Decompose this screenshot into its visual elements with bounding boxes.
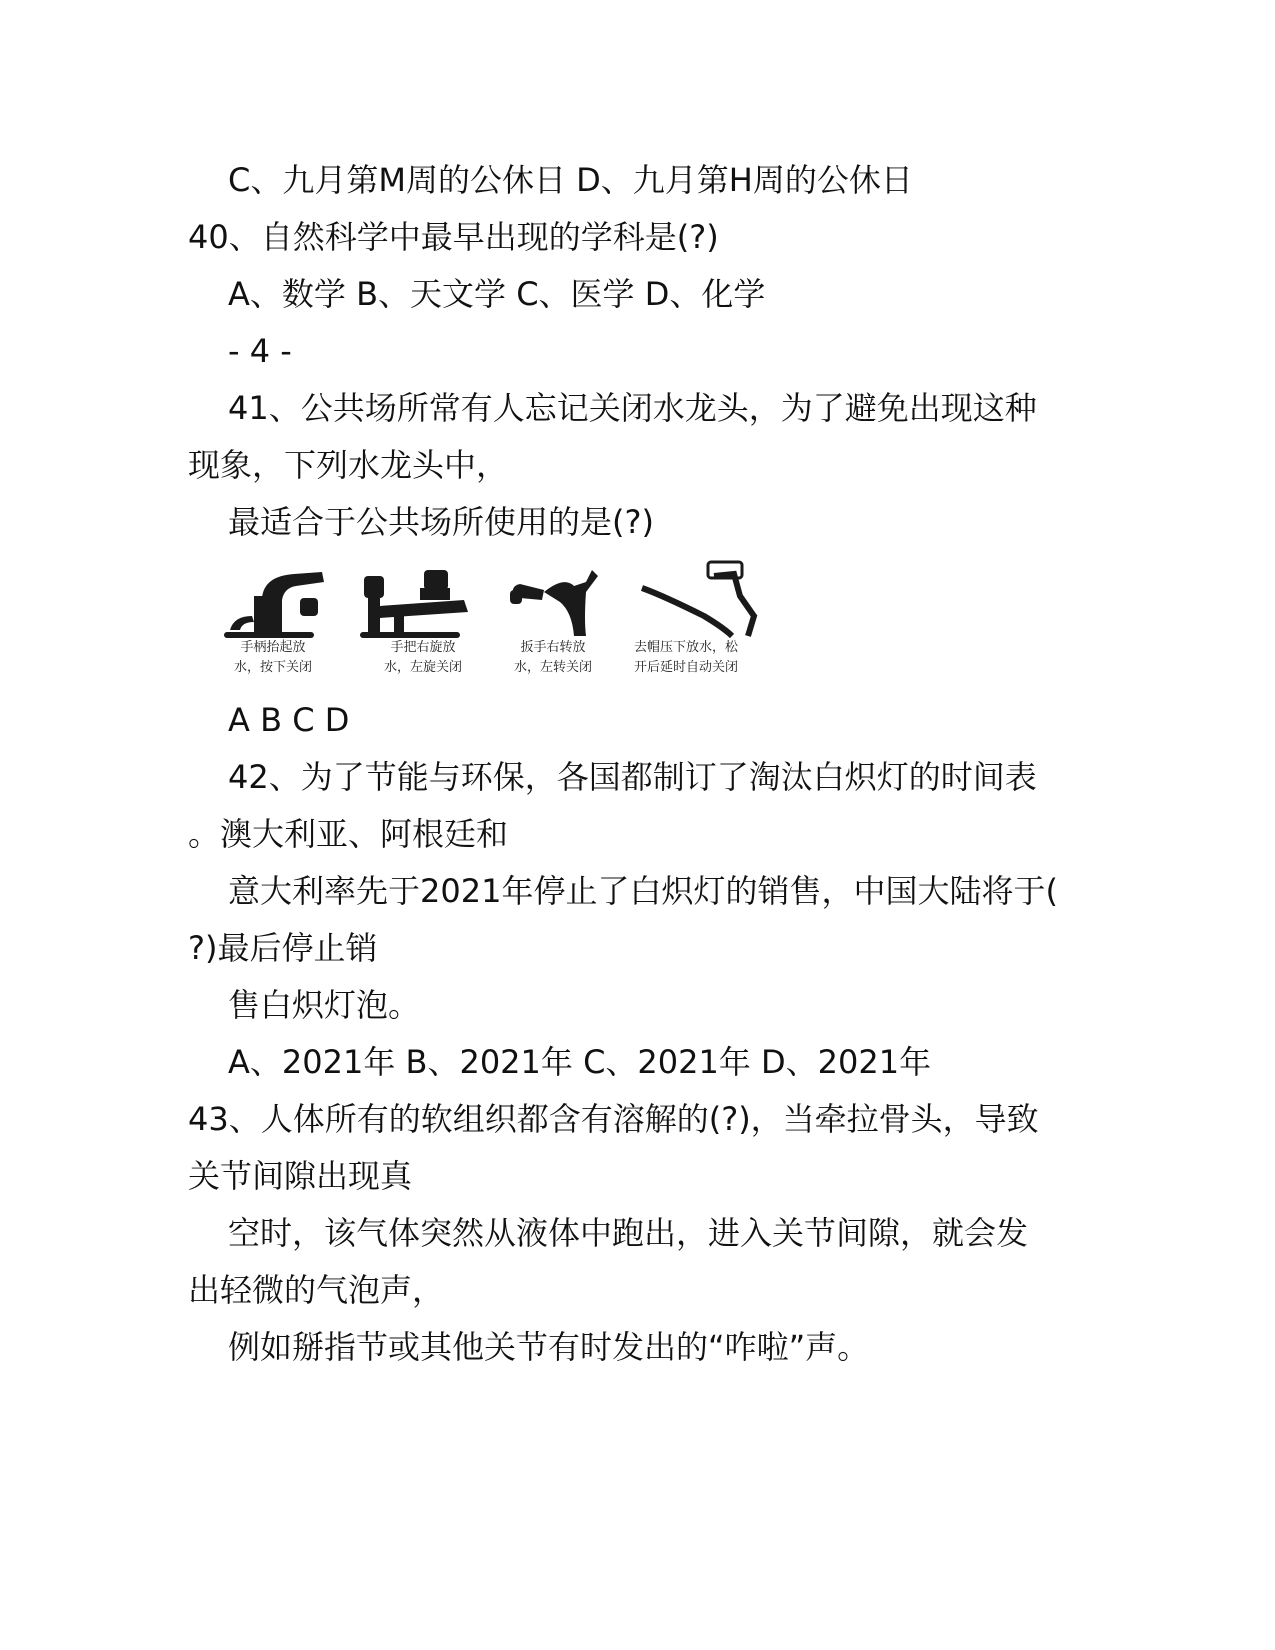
faucet-figure xyxy=(214,556,794,696)
question-41-cont2: 最适合于公共场所使用的是(?) xyxy=(228,503,654,541)
question-43: 43、人体所有的软组织都含有溶解的(?)，当牵拉骨头，导致 xyxy=(188,1100,1039,1138)
options-42: A、2021年 B、2021年 C、2021年 D、2021年 xyxy=(228,1043,932,1081)
caption-a: 手柄抬起放 水，按下关闭 xyxy=(234,640,313,675)
question-43-cont2: 空时，该气体突然从液体中跑出，进入关节间隙，就会发 xyxy=(228,1214,1029,1252)
faucet-a-image xyxy=(224,572,324,638)
caption-d: 去帽压下放水，松 开后延时自动关闭 xyxy=(634,640,739,675)
options-40: A、数学 B、天文学 C、医学 D、化学 xyxy=(228,275,766,313)
question-42-cont2: 意大利率先于2021年停止了白炽灯的销售，中国大陆将于( xyxy=(228,872,1058,910)
question-42-cont4: 售白炽灯泡。 xyxy=(228,986,421,1024)
question-41-cont: 现象，下列水龙头中， xyxy=(188,446,509,484)
question-41: 41、公共场所常有人忘记关闭水龙头，为了避免出现这种 xyxy=(228,389,1037,427)
question-42-cont: 。澳大利亚、阿根廷和 xyxy=(188,815,509,853)
question-43-cont3: 出轻微的气泡声， xyxy=(188,1271,445,1309)
faucet-b-image xyxy=(360,570,468,638)
faucet-c-image xyxy=(510,570,598,636)
question-40: 40、自然科学中最早出现的学科是(?) xyxy=(188,218,719,256)
question-42-cont3: ?)最后停止销 xyxy=(188,929,378,967)
caption-c: 扳手右转放 水，左转关闭 xyxy=(514,640,593,675)
option-line-39cd: C、九月第M周的公休日 D、九月第H周的公休日 xyxy=(228,161,913,199)
caption-b: 手把右旋放 水，左旋关闭 xyxy=(384,640,463,675)
faucet-d-image xyxy=(642,562,754,636)
question-42: 42、为了节能与环保，各国都制订了淘汰白炽灯的时间表 xyxy=(228,758,1037,796)
question-43-cont: 关节间隙出现真 xyxy=(188,1157,413,1195)
question-43-cont4: 例如掰指节或其他关节有时发出的“咋啦”声。 xyxy=(228,1328,870,1366)
page-number: - 4 - xyxy=(228,332,292,370)
faucet-images xyxy=(214,556,794,646)
options-41: A B C D xyxy=(228,701,350,739)
